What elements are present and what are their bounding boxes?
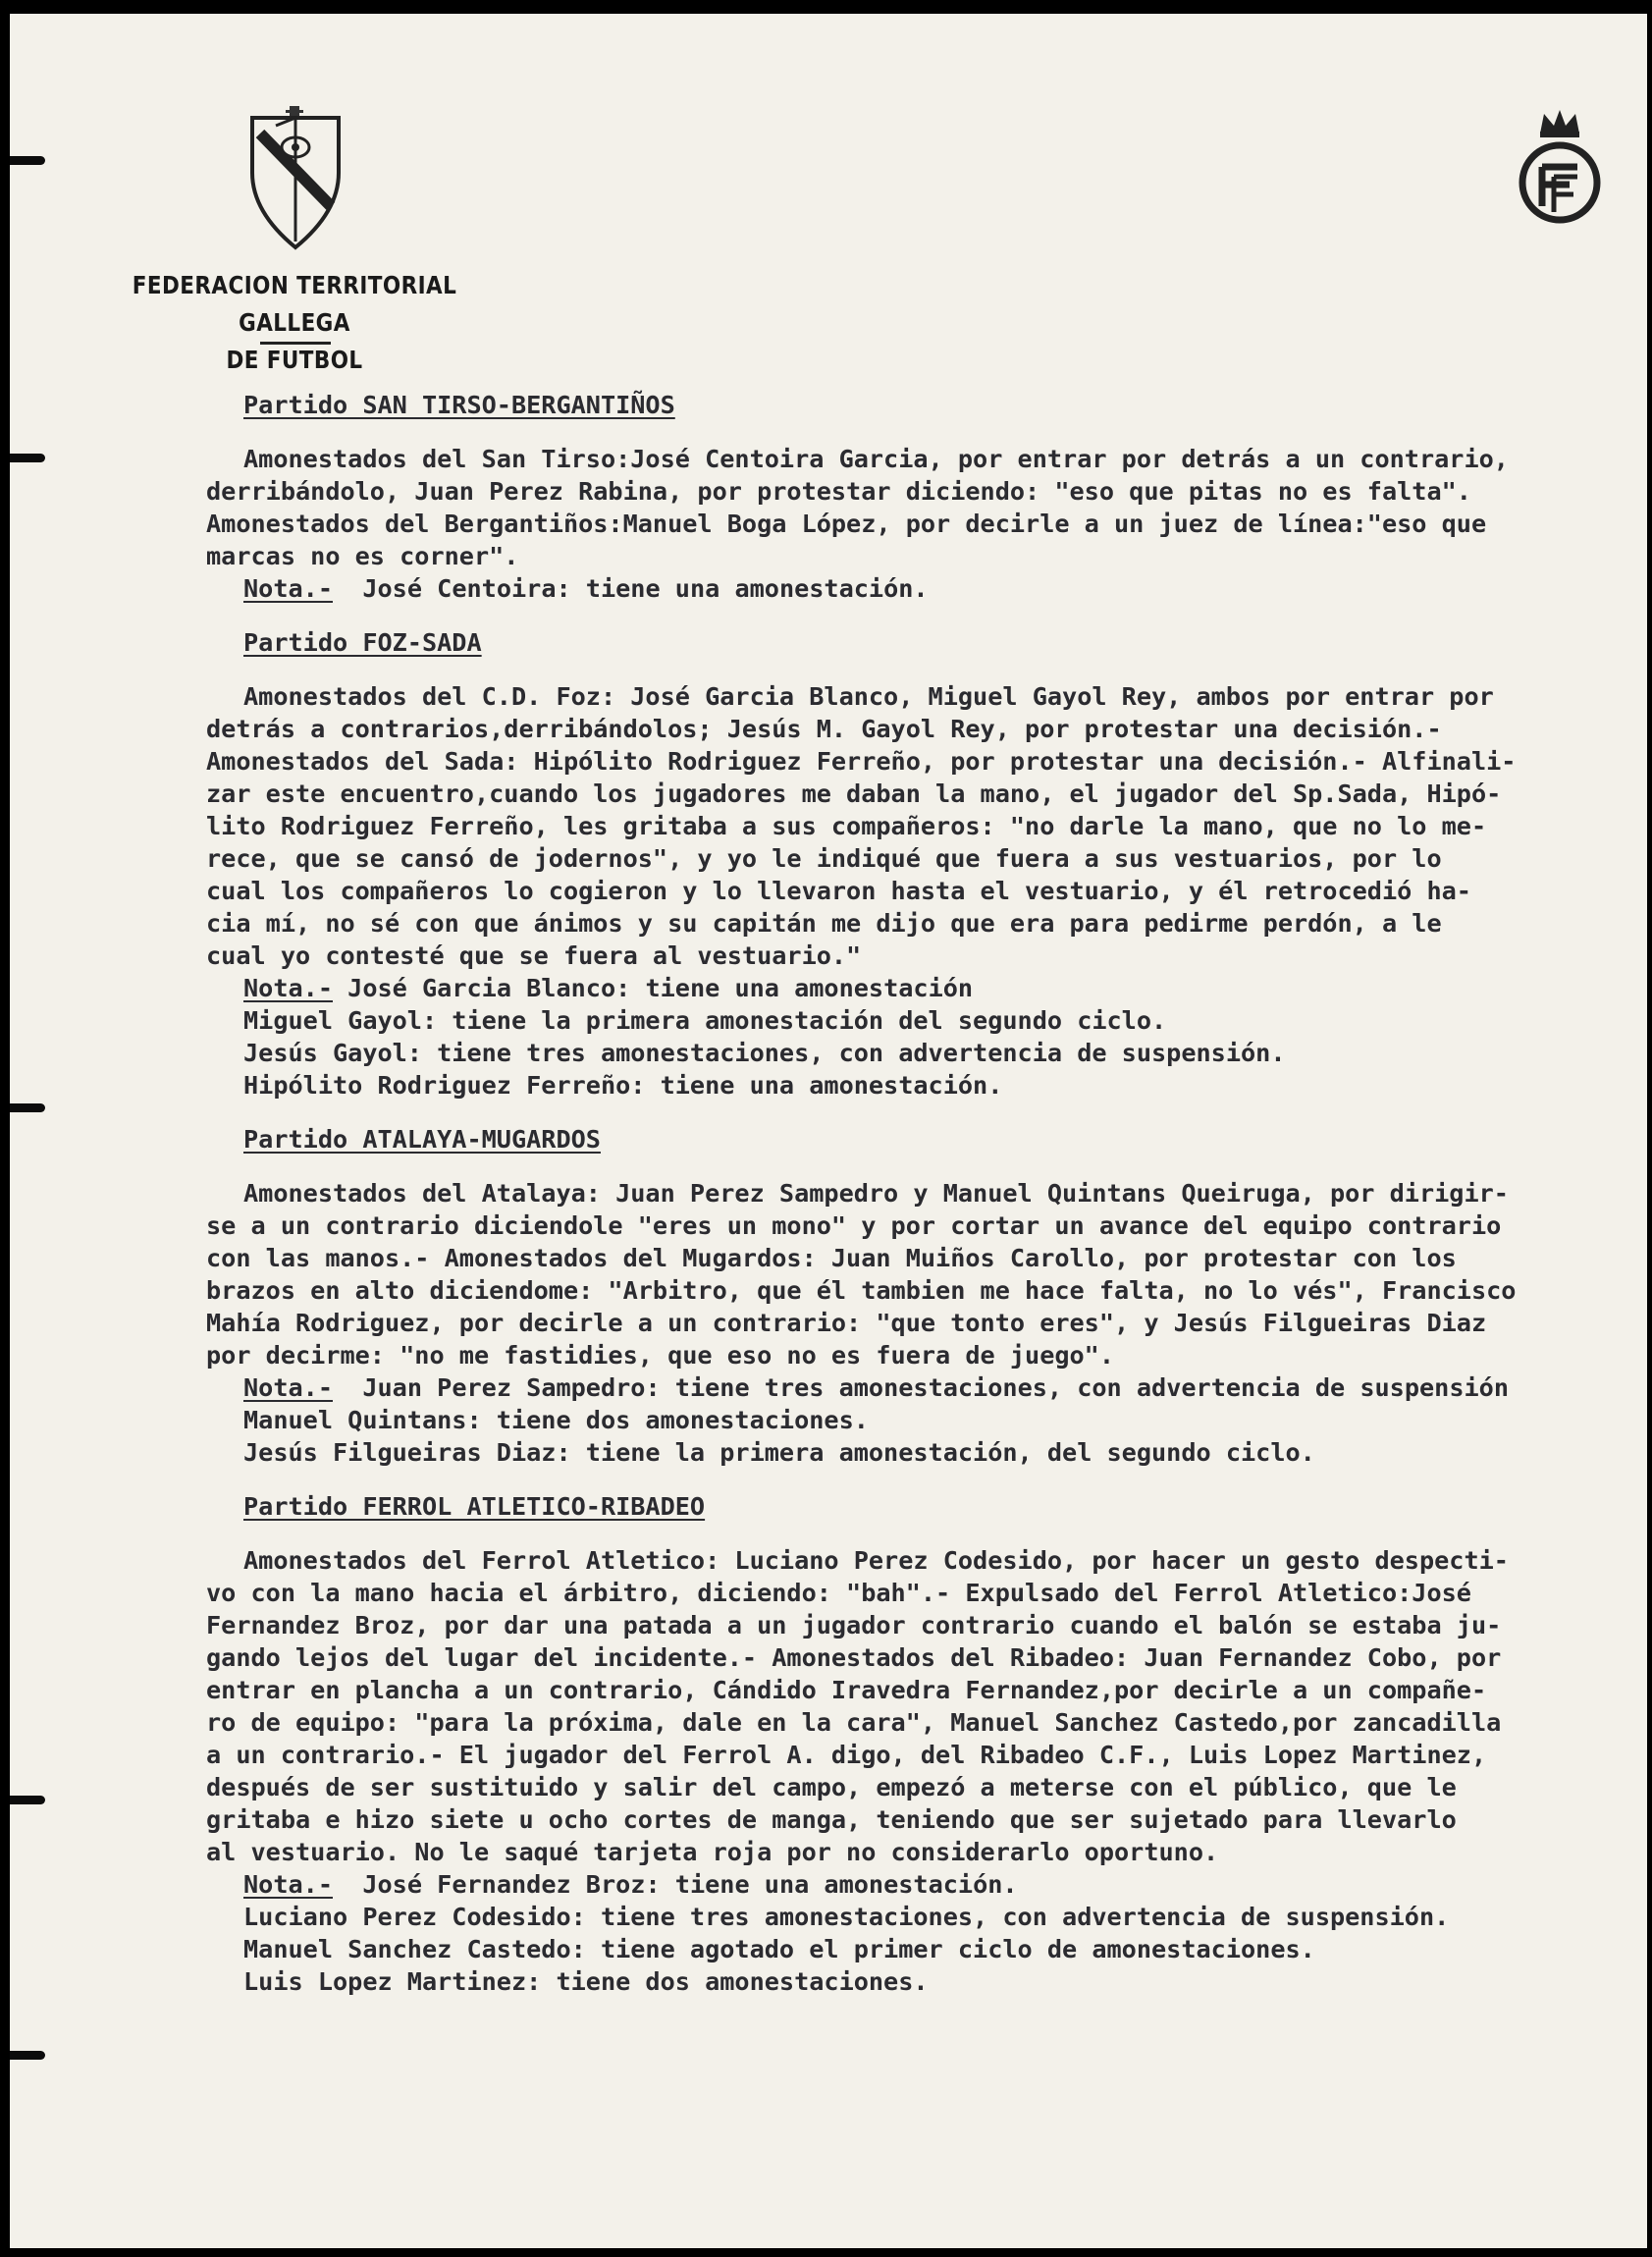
- punch-hole: [10, 1796, 45, 1804]
- report-line: ro de equipo: "para la próxima, dale en la cara", Manuel Sanchez Castedo,por zancadilla: [206, 1708, 1502, 1737]
- note-line: Manuel Sanchez Castedo: tiene agotado el primer ciclo de amonestaciones.: [243, 1935, 1315, 1963]
- match-heading: Partido FOZ-SADA: [243, 628, 482, 657]
- note-text: José Garcia Blanco: tiene una amonestación: [347, 974, 974, 1002]
- report-line: gritaba e hizo siete u ocho cortes de manga, teniendo que ser sujetado para llevarlo: [206, 1805, 1457, 1834]
- note-text: Juan Perez Sampedro: tiene tres amonestaciones, con advertencia de suspensión: [362, 1373, 1509, 1402]
- notes-block: [206, 572, 1639, 605]
- note-line: [243, 972, 1639, 1004]
- federation-name-line2: DE FUTBOL: [226, 346, 363, 374]
- match-section-foz-sada: [206, 626, 1639, 1102]
- note-label: Nota.-: [243, 974, 333, 1002]
- report-line: vo con la mano hacia el árbitro, diciendo: "bah".- Expulsado del Ferrol Atletico:José: [206, 1579, 1471, 1607]
- federation-name: [109, 267, 480, 379]
- report-line: al vestuario. No le saqué tarjeta roja por no considerarlo oportuno.: [206, 1838, 1219, 1866]
- match-section-san-tirso-bergantinos: [206, 389, 1639, 605]
- note-label: Nota.-: [243, 1870, 333, 1899]
- report-line: Mahía Rodriguez, por decirle a un contrario: "que tonto eres", y Jesús Filgueiras Diaz: [206, 1309, 1487, 1337]
- report-line: marcas no es corner".: [206, 542, 519, 570]
- punch-hole: [10, 454, 45, 462]
- report-line: gando lejos del lugar del incidente.- Amonestados del Ribadeo: Juan Fernandez Cobo, por: [206, 1643, 1502, 1672]
- galician-federation-shield-icon: [246, 104, 345, 251]
- notes-block: [206, 1371, 1639, 1469]
- report-line: detrás a contrarios,derribándolos; Jesús M. Gayol Rey, por protestar una decisión.-: [206, 715, 1442, 743]
- note-line: Luis Lopez Martinez: tiene dos amonestaciones.: [243, 1967, 929, 1996]
- report-line: entrar en plancha a un contrario, Cándido Iravedra Fernandez,por decirle a un compañe-: [206, 1676, 1487, 1704]
- report-line: lito Rodriguez Ferreño, les gritaba a sus compañeros: "no darle la mano, que no lo me-: [206, 812, 1487, 840]
- report-line: con las manos.- Amonestados del Mugardos: Juan Muiños Carollo, por protestar con los: [206, 1244, 1457, 1272]
- match-section-ferrol-atletico-ribadeo: [206, 1490, 1639, 1998]
- report-line: derribándolo, Juan Perez Rabina, por protestar diciendo: "eso que pitas no es falta".: [206, 477, 1471, 506]
- match-heading: Partido ATALAYA-MUGARDOS: [243, 1125, 601, 1154]
- report-line: Amonestados del Ferrol Atletico: Luciano Perez Codesido, por hacer un gesto despecti-: [243, 1546, 1509, 1575]
- punch-hole: [10, 2051, 45, 2060]
- note-line: Jesús Gayol: tiene tres amonestaciones, con advertencia de suspensión.: [243, 1039, 1286, 1067]
- note-line: Miguel Gayol: tiene la primera amonestación del segundo ciclo.: [243, 1006, 1167, 1035]
- note-line: Hipólito Rodriguez Ferreño: tiene una amonestación.: [243, 1071, 1003, 1100]
- report-body: [206, 389, 1639, 2019]
- note-line: [243, 572, 1639, 605]
- report-line: a un contrario.- El jugador del Ferrol A. digo, del Ribadeo C.F., Luis Lopez Martinez,: [206, 1741, 1487, 1769]
- note-label: Nota.-: [243, 574, 333, 603]
- report-line: Fernandez Broz, por dar una patada a un jugador contrario cuando el balón se estaba ju-: [206, 1611, 1502, 1639]
- federation-name-line1: FEDERACION TERRITORIAL GALLEGA: [132, 271, 457, 337]
- note-line: [243, 1868, 1639, 1901]
- notes-block: [206, 972, 1639, 1102]
- report-line: cual los compañeros lo cogieron y lo llevaron hasta el vestuario, y él retrocedió ha-: [206, 877, 1471, 905]
- report-line: Amonestados del C.D. Foz: José Garcia Blanco, Miguel Gayol Rey, ambos por entrar por: [243, 682, 1494, 711]
- report-line: por decirme: "no me fastidies, que eso no es fuera de juego".: [206, 1341, 1115, 1370]
- match-heading: Partido FERROL ATLETICO-RIBADEO: [243, 1492, 706, 1521]
- note-line: Luciano Perez Codesido: tiene tres amonestaciones, con advertencia de suspensión.: [243, 1903, 1450, 1931]
- note-text: José Centoira: tiene una amonestación.: [362, 574, 929, 603]
- report-line: zar este encuentro,cuando los jugadores me daban la mano, el jugador del Sp.Sada, Hipó-: [206, 779, 1502, 808]
- report-line: Amonestados del Sada: Hipólito Rodriguez Ferreño, por protestar una decisión.- Alfinali-: [206, 747, 1517, 776]
- header-divider: [260, 342, 331, 345]
- punch-hole: [10, 1103, 45, 1112]
- match-heading: Partido SAN TIRSO-BERGANTIÑOS: [243, 391, 675, 419]
- punch-hole: [10, 156, 45, 165]
- report-line: se a un contrario diciendole "eres un mono" y por cortar un avance del equipo contrario: [206, 1211, 1502, 1240]
- report-line: cual yo contesté que se fuera al vestuario.": [206, 941, 862, 970]
- document-page: [10, 14, 1647, 2248]
- report-line: Amonestados del San Tirso:José Centoira Garcia, por entrar por detrás a un contrario,: [243, 445, 1509, 473]
- note-line: Manuel Quintans: tiene dos amonestaciones.: [243, 1406, 869, 1434]
- note-line: [243, 1371, 1639, 1404]
- report-line: Amonestados del Bergantiños:Manuel Boga López, por decirle a un juez de línea:"eso que: [206, 510, 1487, 538]
- notes-block: [206, 1868, 1639, 1998]
- note-label: Nota.-: [243, 1373, 333, 1402]
- note-line: Jesús Filgueiras Diaz: tiene la primera amonestación, del segundo ciclo.: [243, 1438, 1315, 1467]
- report-line: rece, que se cansó de jodernos", y yo le indiqué que fuera a sus vestuarios, por lo: [206, 844, 1442, 873]
- report-line: brazos en alto diciendome: "Arbitro, que él tambien me hace falta, no lo vés", Francisco: [206, 1276, 1517, 1305]
- rfef-crown-crest-icon: [1513, 104, 1607, 228]
- report-line: Amonestados del Atalaya: Juan Perez Sampedro y Manuel Quintans Queiruga, por dirigir-: [243, 1179, 1509, 1208]
- match-section-atalaya-mugardos: [206, 1123, 1639, 1469]
- note-text: José Fernandez Broz: tiene una amonestación.: [362, 1870, 1018, 1899]
- report-line: después de ser sustituido y salir del campo, empezó a meterse con el público, que le: [206, 1773, 1457, 1801]
- report-line: cia mí, no sé con que ánimos y su capitán me dijo que era para pedirme perdón, a le: [206, 909, 1442, 938]
